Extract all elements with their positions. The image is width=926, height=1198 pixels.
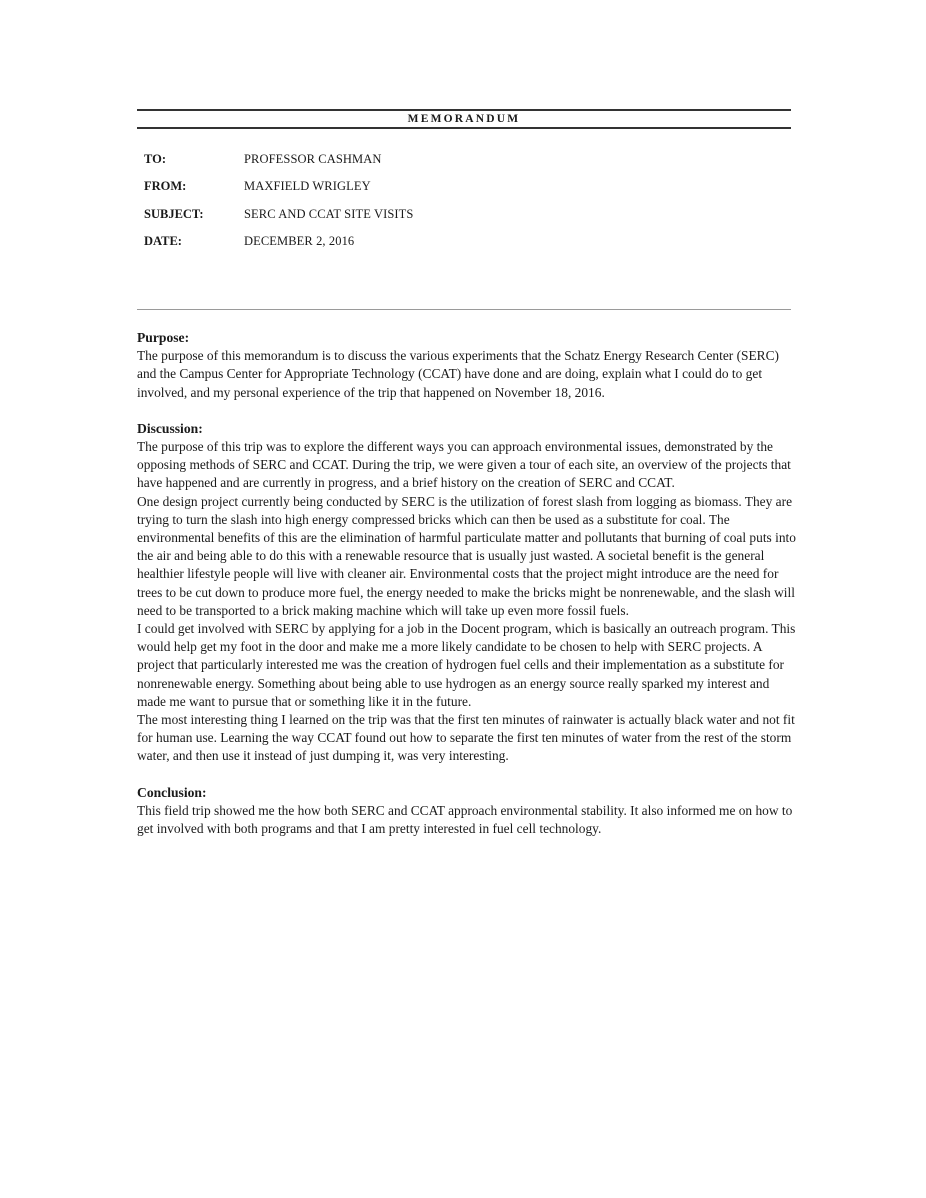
header-row-date <box>144 233 704 260</box>
date-label: DATE: <box>144 233 182 248</box>
memo-body <box>137 329 797 838</box>
conclusion-text: This field trip showed me the how both SERC and CCAT approach environmental stability. It also informed me on how to get involved with both programs and that I am pretty interested in fuel cell technology. <box>137 802 793 837</box>
subject-value: SERC AND CCAT SITE VISITS <box>244 206 414 221</box>
discussion-heading: Discussion: <box>137 420 203 436</box>
memo-title: MEMORANDUM <box>407 113 521 125</box>
header-row-subject <box>144 206 704 233</box>
from-value: MAXFIELD WRIGLEY <box>244 179 371 194</box>
to-value: PROFESSOR CASHMAN <box>244 152 382 166</box>
discussion-paragraph-1: The purpose of this trip was to explore the different ways you can approach environmental issues, demonstrated by the opposing methods of SERC and CCAT. During the trip, we were given a tour of each site, an overview of the projects that have happened and are currently in progress, and a brief history on the creation of SERC and CCAT. <box>137 439 791 491</box>
discussion-paragraph-3: I could get involved with SERC by applying for a job in the Docent program, which is basically an outreach program. This would help get my foot in the door and make me a more likely candidate to be chosen to help with SERC projects. A project that particularly interested me was the creation of hydrogen fuel cells and their implementation as a substitute for nonrenewable energy. Something about being able to use hydrogen as an energy source really sparked my interest and made me want to pursue that or something like it in the future. <box>137 621 796 709</box>
to-label: TO: <box>144 152 166 166</box>
subject-label: SUBJECT: <box>144 206 204 221</box>
purpose-text: The purpose of this memorandum is to discuss the various experiments that the Schatz Energy Research Center (SERC) and the Campus Center for Appropriate Technology (CCAT) have done and are doing, explain what I could do to get involved, and my personal experience of the trip that happened on November 18, 2016. <box>137 348 779 400</box>
discussion-paragraph-2: One design project currently being conducted by SERC is the utilization of forest slash from logging as biomass. They are trying to turn the slash into high energy compressed bricks which can then be used as a substitute for coal. The environmental benefits of this are the elimination of harmful particulate matter and pollutants that burning of coal puts into the air and being able to do this with a renewable resource that is usually just wasted. A societal benefit is the general healthier lifestyle people will live with cleaner air. Environmental costs that the project might introduce are the need for trees to be cut down to produce more fuel, the energy needed to make the bricks might be nonrenewable, and the slash will need to be transported to a brick making machine which will take up even more fossil fuels. <box>137 493 796 618</box>
header-separator-rule <box>137 309 791 310</box>
header-row-to <box>144 151 704 178</box>
header-row-from <box>144 178 704 205</box>
section-spacer <box>137 766 797 784</box>
section-spacer <box>137 402 797 420</box>
memo-header <box>144 151 704 260</box>
purpose-heading: Purpose: <box>137 330 190 345</box>
date-value: DECEMBER 2, 2016 <box>244 233 355 248</box>
from-label: FROM: <box>144 179 187 194</box>
conclusion-heading: Conclusion: <box>137 784 207 800</box>
discussion-paragraph-4: The most interesting thing I learned on the trip was that the first ten minutes of rainwater is actually black water and not fit for human use. Learning the way CCAT found out how to separate the first ten minutes of water from the rest of the storm water, and then use it instead of just dumping it, was very interesting. <box>137 712 795 764</box>
title-underline-rule <box>137 127 791 129</box>
